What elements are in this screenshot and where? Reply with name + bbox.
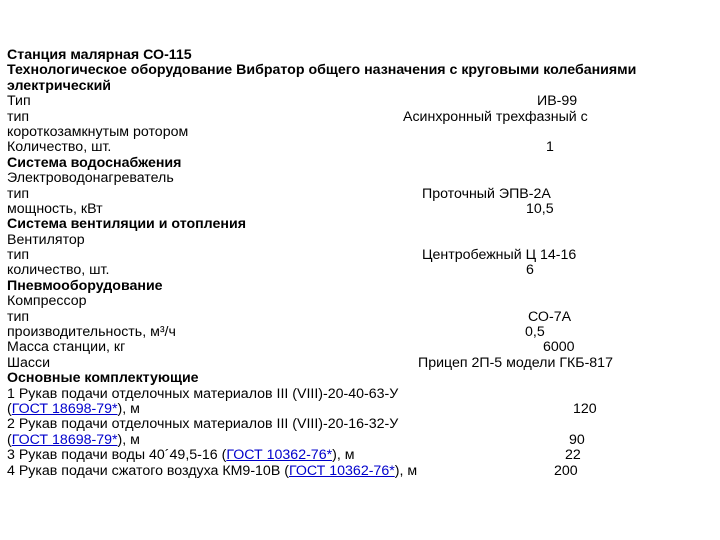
row-text: Компрессор (7, 293, 87, 310)
motor-type-row (7, 110, 715, 125)
row-label: тип (7, 185, 30, 202)
row-value: 10,5 (526, 200, 554, 217)
row-text: ), м (394, 462, 418, 479)
row-value: СО-7А (528, 308, 572, 325)
heater-type-row (7, 187, 715, 202)
row-value: 1 (546, 139, 554, 156)
heater-power-row (7, 202, 715, 217)
equipment-heading-text: Технологическое оборудование Вибратор общего назначения с круговыми колебаниями (7, 62, 637, 79)
row-value: Проточный ЭПВ-2А (422, 185, 551, 202)
component-1-standard-row (7, 402, 715, 417)
row-label: Шасси (7, 354, 51, 371)
section-heading-text: Основные комплектующие (7, 370, 199, 387)
gost-10362-link[interactable]: ГОСТ 10362-76* (226, 447, 333, 464)
row-value: Асинхронный трехфазный с (403, 108, 588, 125)
row-label: Масса станции, кг (7, 339, 126, 356)
motor-type-cont (7, 125, 715, 140)
compressor-type-row (7, 310, 715, 325)
gost-18698-link[interactable]: ГОСТ 18698-79* (11, 431, 118, 448)
row-label: тип (7, 308, 30, 325)
row-value: 22 (565, 447, 581, 464)
ventilation-heading (7, 217, 715, 232)
row-text: ( (7, 400, 12, 417)
component-2-standard-row (7, 433, 715, 448)
row-value: 200 (554, 462, 578, 479)
fan-quantity-row (7, 263, 715, 278)
row-text: ), м (117, 400, 140, 417)
compressor-capacity-row (7, 325, 715, 340)
row-label: мощность, кВт (7, 200, 103, 217)
row-value: 6000 (543, 339, 575, 356)
row-value: ИВ-99 (537, 93, 578, 110)
row-label: тип (7, 108, 30, 125)
row-label: Тип (7, 93, 31, 110)
row-label: количество, шт. (7, 262, 110, 279)
section-heading-text: Пневмооборудование (7, 277, 163, 294)
water-supply-heading (7, 156, 715, 171)
row-text: 1 Рукав подачи отделочных материалов III (VIII)-20-40-63-У (7, 385, 399, 402)
row-label: производительность, м³/ч (7, 324, 176, 341)
row-value: 0,5 (525, 324, 545, 341)
compressor-row (7, 294, 715, 309)
vibrator-type-row (7, 94, 715, 109)
row-value: Центробежный Ц 14-16 (422, 247, 577, 264)
row-text: 3 Рукав подачи воды 40´49,5-16 ( (7, 447, 227, 464)
row-text: 2 Рукав подачи отделочных материалов III (VIII)-20-16-32-У (7, 416, 399, 433)
component-4-row (7, 464, 715, 479)
row-value: 6 (526, 262, 534, 279)
component-1-row (7, 387, 715, 402)
chassis-row (7, 356, 715, 371)
row-text: ), м (117, 431, 140, 448)
station-title (7, 48, 715, 63)
row-label: Количество, шт. (7, 139, 112, 156)
row-value: 90 (569, 431, 585, 448)
row-value: Прицеп 2П-5 модели ГКБ-817 (418, 354, 613, 371)
row-text: Вентилятор (7, 231, 85, 248)
row-text: Электроводонагреватель (7, 170, 174, 187)
equipment-heading-cont-text: электрический (7, 77, 112, 94)
fan-row (7, 233, 715, 248)
row-text: ( (7, 431, 12, 448)
row-text: короткозамкнутым ротором (7, 123, 189, 140)
equipment-heading-cont (7, 79, 715, 94)
section-heading-text: Система вентиляции и отопления (7, 216, 246, 233)
equipment-heading (7, 63, 715, 78)
component-2-row (7, 417, 715, 432)
row-value: 120 (573, 400, 597, 417)
fan-type-row (7, 248, 715, 263)
component-3-row (7, 448, 715, 463)
water-heater-row (7, 171, 715, 186)
row-text: ), м (332, 447, 355, 464)
station-mass-row (7, 340, 715, 355)
section-heading-text: Система водоснабжения (7, 154, 182, 171)
components-heading (7, 371, 715, 386)
gost-10362-link[interactable]: ГОСТ 10362-76* (288, 462, 395, 479)
pneumatic-heading (7, 279, 715, 294)
row-text: 4 Рукав подачи сжатого воздуха КМ9-10В ( (7, 462, 289, 479)
gost-18698-link[interactable]: ГОСТ 18698-79* (11, 400, 118, 417)
row-label: тип (7, 247, 30, 264)
document-body (7, 48, 715, 479)
station-title-text: Станция малярная СО-115 (7, 47, 192, 63)
quantity-row (7, 140, 715, 155)
